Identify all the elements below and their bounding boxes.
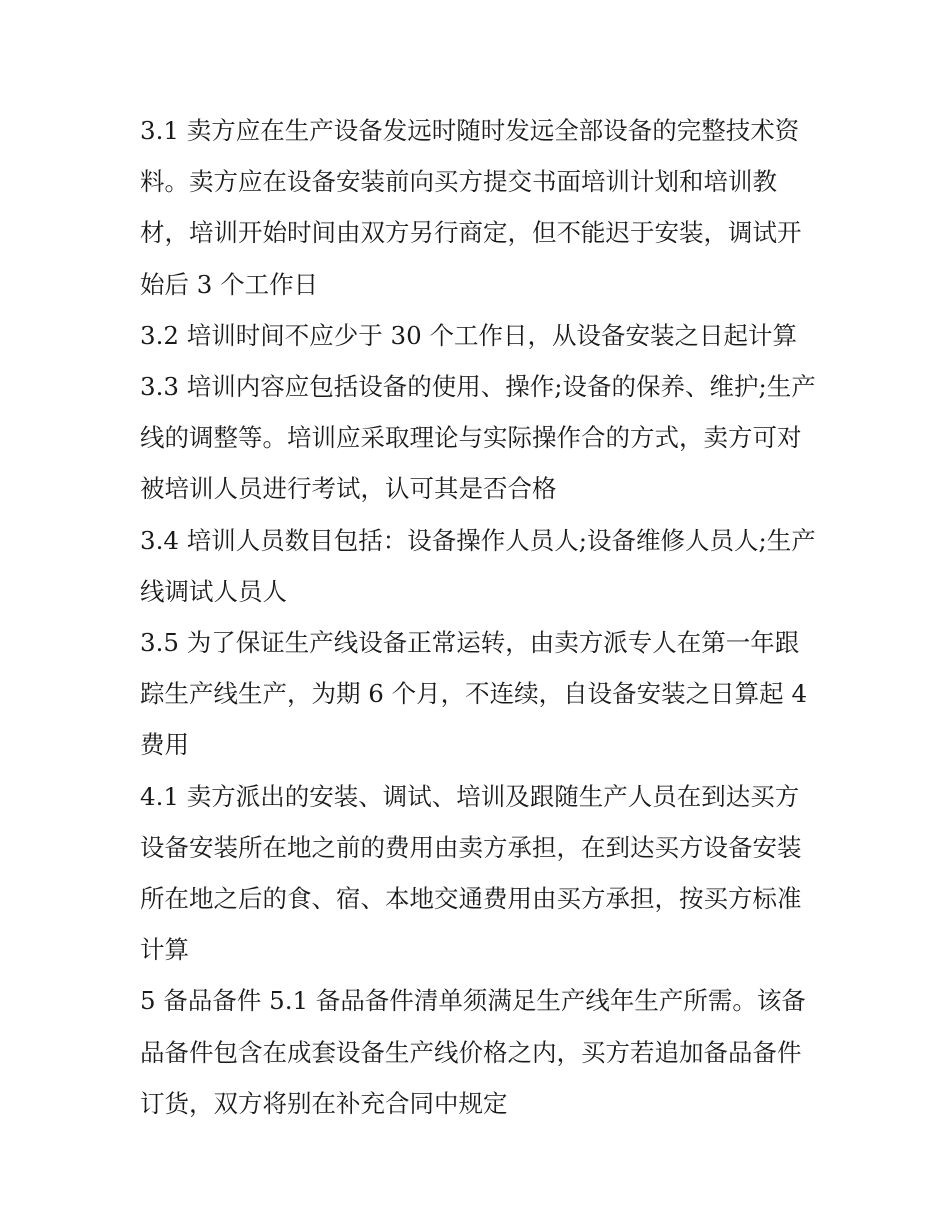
paragraph-5-1: 5 备品备件 5.1 备品备件清单须满足生产线年生产所需。该备品备件包含在成套设备生产线价格之内，买方若追加备品备件订货，双方将别在补充合同中规定: [140, 986, 806, 1118]
paragraph-3-3: 3.3 培训内容应包括设备的使用、操作;设备的保养、维护;生产线的调整等。培训应采取理论与实际操作合的方式，卖方可对被培训人员进行考试，认可其是否合格: [140, 372, 816, 504]
paragraph-3-4: 3.4 培训人员数目包括：设备操作人员人;设备维修人员人;生产线调试人员人: [140, 525, 816, 606]
paragraph-4-1: 4.1 卖方派出的安装、调试、培训及跟随生产人员在到达买方设备安装所在地之前的费用由卖方承担，在到达买方设备安装所在地之后的食、宿、本地交通费用由买方承担，按买方标准计算: [140, 781, 802, 965]
paragraph-3-5: 3.5 为了保证生产线设备正常运转，由卖方派专人在第一年跟踪生产线生产，为期 6 个月，不连续，自设备安装之日算起 4 费用: [140, 628, 808, 760]
paragraph-3-1: 3.1 卖方应在生产设备发远时随时发远全部设备的完整技术资料。卖方应在设备安装前向买方提交书面培训计划和培训教材，培训开始时间由双方另行商定，但不能迟于安装，调试开始后 3 个工作日: [140, 116, 802, 299]
paragraph-3-2: 3.2 培训时间不应少于 30 个工作日，从设备安装之日起计算: [140, 320, 797, 350]
document-body: [140, 105, 820, 1129]
